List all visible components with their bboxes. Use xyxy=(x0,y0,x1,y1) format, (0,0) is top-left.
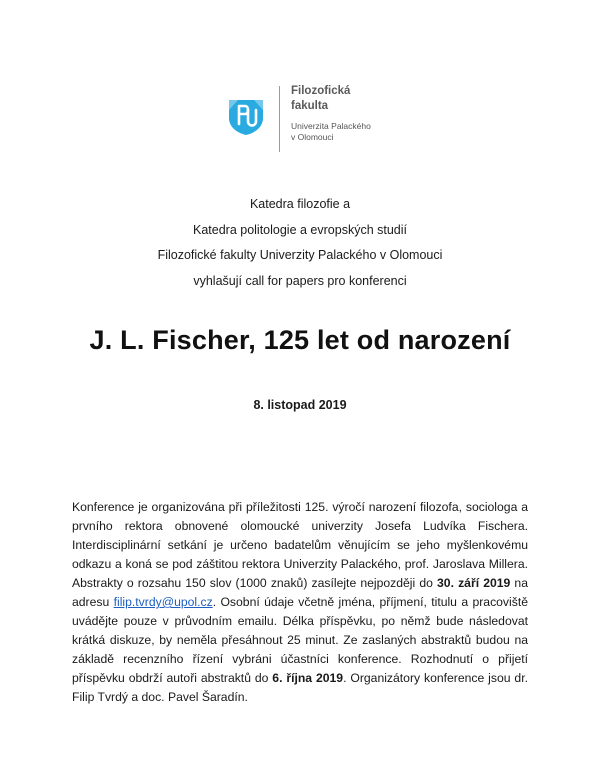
intro-block xyxy=(0,194,600,296)
body-part-4: . Organizátory konference jsou dr. Filip Tvrdý a doc. Pavel Šaradín. xyxy=(72,671,528,704)
intro-line-2: Katedra politologie a evropských studií xyxy=(192,222,407,237)
body-part-1: Konference je organizována při příležitosti 125. výročí narození filozofa, sociologa a prvního rektora obnovené olomoucké univerzity Josefa Ludvíka Fischera. Interdisciplinární setkání je určeno badatelům věnujícím se jeho myšlenkovému odkazu a koná se pod záštitou rektora Univerzity Palackého, prof. Jaroslava Millera. Abstrakty o rozsahu 150 slov (1000 znaků) zasílejte nejpozději do xyxy=(72,500,528,590)
university-name-line1: Univerzita Palackého xyxy=(291,121,371,131)
conference-date: 8. listopad 2019 xyxy=(253,398,347,412)
body-part-2: na adresu xyxy=(72,576,528,609)
call-for-papers-text xyxy=(72,498,528,707)
body-part-3: . Osobní údaje včetně jména, příjmení, titulu a pracoviště uvádějte pouze v průvodním emailu. Délka příspěvku, po němž bude následovat krátká diskuze, by neměla přesáhnout 25 minut. Ze zaslaných abstraktů budou na základě recenzního řízení vybráni účastníci konference. Rozhodnutí o přijetí příspěvku obdrží autoři abstraktů do xyxy=(72,595,528,685)
faculty-name-line1: Filozofická xyxy=(291,85,351,97)
faculty-logo xyxy=(226,84,406,154)
contact-email-link[interactable]: filip.tvrdy@upol.cz xyxy=(113,595,213,609)
university-name xyxy=(291,121,371,143)
intro-line-4: vyhlašují call for papers pro konferenci xyxy=(193,273,407,288)
logo-divider xyxy=(279,86,280,152)
faculty-name-line2: fakulta xyxy=(291,100,329,112)
notification-date: 6. října 2019 xyxy=(272,671,344,685)
upol-emblem-icon xyxy=(226,96,266,136)
abstract-deadline: 30. září 2019 xyxy=(437,576,511,590)
conference-title: J. L. Fischer, 125 let od narození xyxy=(89,325,511,355)
university-name-line2: v Olomouci xyxy=(291,132,334,142)
intro-line-1: Katedra filozofie a xyxy=(249,197,351,211)
intro-line-3: Filozofické fakulty Univerzity Palackého v Olomouci xyxy=(157,248,443,262)
logo-text xyxy=(291,84,371,143)
